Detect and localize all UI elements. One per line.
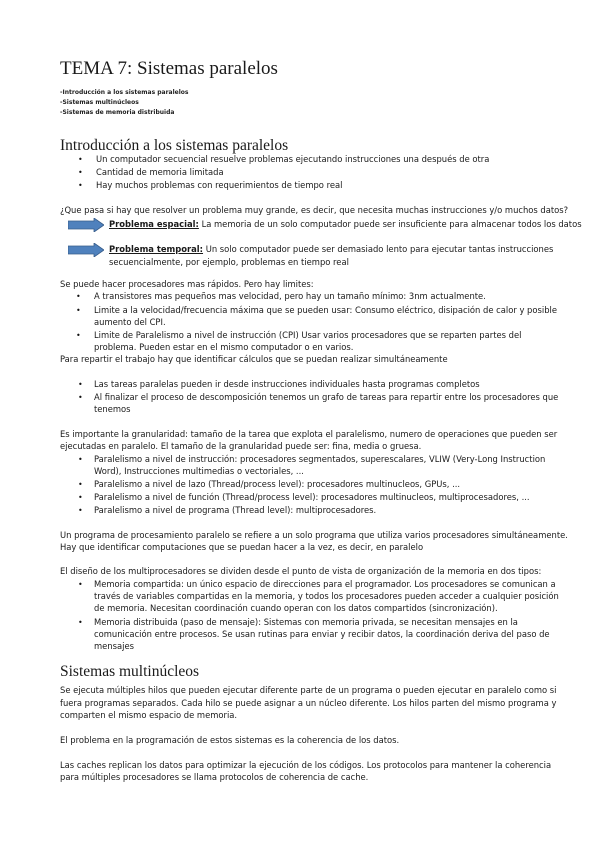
list-item-line: problema. Pueden estar en el mismo computador o en varios. — [94, 342, 354, 352]
list-item-line: de memoria. Necesitan coordinación cuando operan con los datos compartidos (sincronización). — [94, 603, 498, 613]
term-label: Problema temporal: — [109, 244, 204, 254]
list-item: Limite de Paralelismo a nivel de instrucción (CPI) Usar varios procesadores que se reparten partes del — [94, 330, 522, 340]
paragraph: Un programa de procesamiento paralelo se refiere a un solo programa que utiliza varios procesadores simultáneamente. — [60, 530, 568, 540]
right-arrow-icon — [68, 218, 104, 232]
bullet-icon: • — [78, 480, 83, 489]
bullet-icon: • — [78, 618, 83, 627]
paragraph: El diseño de los multiprocesadores se dividen desde el punto de vista de organización de la memoria en dos tipos: — [60, 566, 542, 576]
term-label: Problema espacial: — [109, 219, 199, 229]
paragraph: El problema en la programación de estos sistemas es la coherencia de los datos. — [60, 735, 400, 745]
paragraph: ¿Que pasa si hay que resolver un problema muy grande, es decir, que necesita muchas instrucciones y/o muchos datos? — [60, 205, 569, 215]
bullet-icon: • — [78, 380, 83, 389]
toc-item: -Introducción a los sistemas paralelos — [60, 89, 189, 96]
list-item: Memoria distribuida (paso de mensaje): Sistemas con memoria privada, se necesitan mensajes en la — [94, 617, 518, 627]
right-arrow-icon — [68, 243, 104, 257]
list-item: Un computador secuencial resuelve problemas ejecutando instrucciones una después de otra — [96, 154, 490, 164]
paragraph: Se puede hacer procesadores mas rápidos. Pero hay limites: — [60, 279, 314, 289]
paragraph-line: secuencialmente, por ejemplo, problemas en tiempo real — [109, 257, 349, 267]
bullet-icon: • — [78, 506, 83, 515]
list-item: Limite a la velocidad/frecuencia máxima que se pueden usar: Consumo eléctrico, disipación de calor y posible — [94, 305, 557, 315]
toc-item: -Sistemas de memoria distribuida — [60, 109, 175, 116]
list-item: Memoria compartida: un único espacio de direcciones para el programador. Los procesadores se comunican a — [94, 579, 556, 589]
list-item-line: mensajes — [94, 641, 134, 651]
bullet-icon: • — [78, 181, 83, 190]
paragraph — [109, 243, 553, 256]
bullet-icon: • — [76, 306, 81, 315]
paragraph-line: fuera programas separados. Cada hilo se puede asignar a un núcleo diferente. Los hilos parten del mismo programa y — [60, 698, 557, 708]
list-item-line: Word), Instrucciones multimedias o vectoriales, ... — [94, 466, 304, 476]
list-item: Paralelismo a nivel de lazo (Thread/process level): procesadores multinucleos, GPUs, ... — [94, 479, 461, 489]
bullet-icon: • — [78, 155, 83, 164]
paragraph-line: ejecutadas en paralelo. El tamaño de la granularidad puede ser: fina, media o gruesa. — [60, 441, 422, 451]
list-item: Cantidad de memoria limitada — [96, 167, 224, 177]
list-item-line: través de variables compartidas en la memoria, y todos los procesadores pueden acceder a cualquier posición — [94, 591, 559, 601]
bullet-icon: • — [78, 455, 83, 464]
list-item-line: comunicación entre procesos. Se usan rutinas para enviar y recibir datos, la coordinación deriva del paso de — [94, 629, 550, 639]
list-item-line: tenemos — [94, 404, 131, 414]
paragraph-line: para múltiples procesadores se llama protocolos de coherencia de cache. — [60, 772, 369, 782]
list-item: Paralelismo a nivel de instrucción: procesadores segmentados, superescalares, VLIW (Very-Long Instruction — [94, 454, 546, 464]
bullet-icon: • — [76, 292, 81, 301]
paragraph: Para repartir el trabajo hay que identificar cálculos que se puedan realizar simultáneamente — [60, 354, 448, 364]
list-item: Las tareas paralelas pueden ir desde instrucciones individuales hasta programas completos — [94, 379, 480, 389]
section-heading: Sistemas multinúcleos — [60, 663, 200, 680]
bullet-icon: • — [78, 580, 83, 589]
page-title: TEMA 7: Sistemas paralelos — [60, 58, 278, 79]
term-text: Un solo computador puede ser demasiado lento para ejecutar tantas instrucciones — [205, 244, 554, 254]
bullet-icon: • — [78, 393, 83, 402]
bullet-icon: • — [78, 493, 83, 502]
paragraph — [109, 218, 582, 231]
list-item: Paralelismo a nivel de función (Thread/process level): procesadores multinucleos, multiprocesadores, ... — [94, 492, 530, 502]
bullet-icon: • — [78, 168, 83, 177]
paragraph: Es importante la granularidad: tamaño de la tarea que explota el paralelismo, numero de operaciones que pueden ser — [60, 429, 558, 439]
list-item: Hay muchos problemas con requerimientos de tiempo real — [96, 180, 343, 190]
toc-item: -Sistemas multinúcleos — [60, 99, 139, 106]
paragraph: Se ejecuta múltiples hilos que pueden ejecutar diferente parte de un programa o pueden ejecutar en paralelo como si — [60, 685, 557, 695]
list-item: A transistores mas pequeños mas velocidad, pero hay un tamaño mínimo: 3nm actualmente. — [94, 291, 486, 301]
term-text: La memoria de un solo computador puede ser insuficiente para almacenar todos los datos — [201, 219, 582, 229]
list-item: Al finalizar el proceso de descomposición tenemos un grafo de tareas para repartir entre los procesadores que — [94, 392, 559, 402]
paragraph-line: comparten el mismo espacio de memoria. — [60, 710, 238, 720]
list-item: Paralelismo a nivel de programa (Thread level): multiprocesadores. — [94, 505, 377, 515]
list-item-line: aumento del CPI. — [94, 317, 166, 327]
paragraph: Las caches replican los datos para optimizar la ejecución de los códigos. Los protocolos para mantener la coherencia — [60, 760, 552, 770]
bullet-icon: • — [76, 331, 81, 340]
section-heading: Introducción a los sistemas paralelos — [60, 137, 289, 154]
paragraph-line: Hay que identificar computaciones que se puedan hacer a la vez, es decir, en paralelo — [60, 542, 424, 552]
